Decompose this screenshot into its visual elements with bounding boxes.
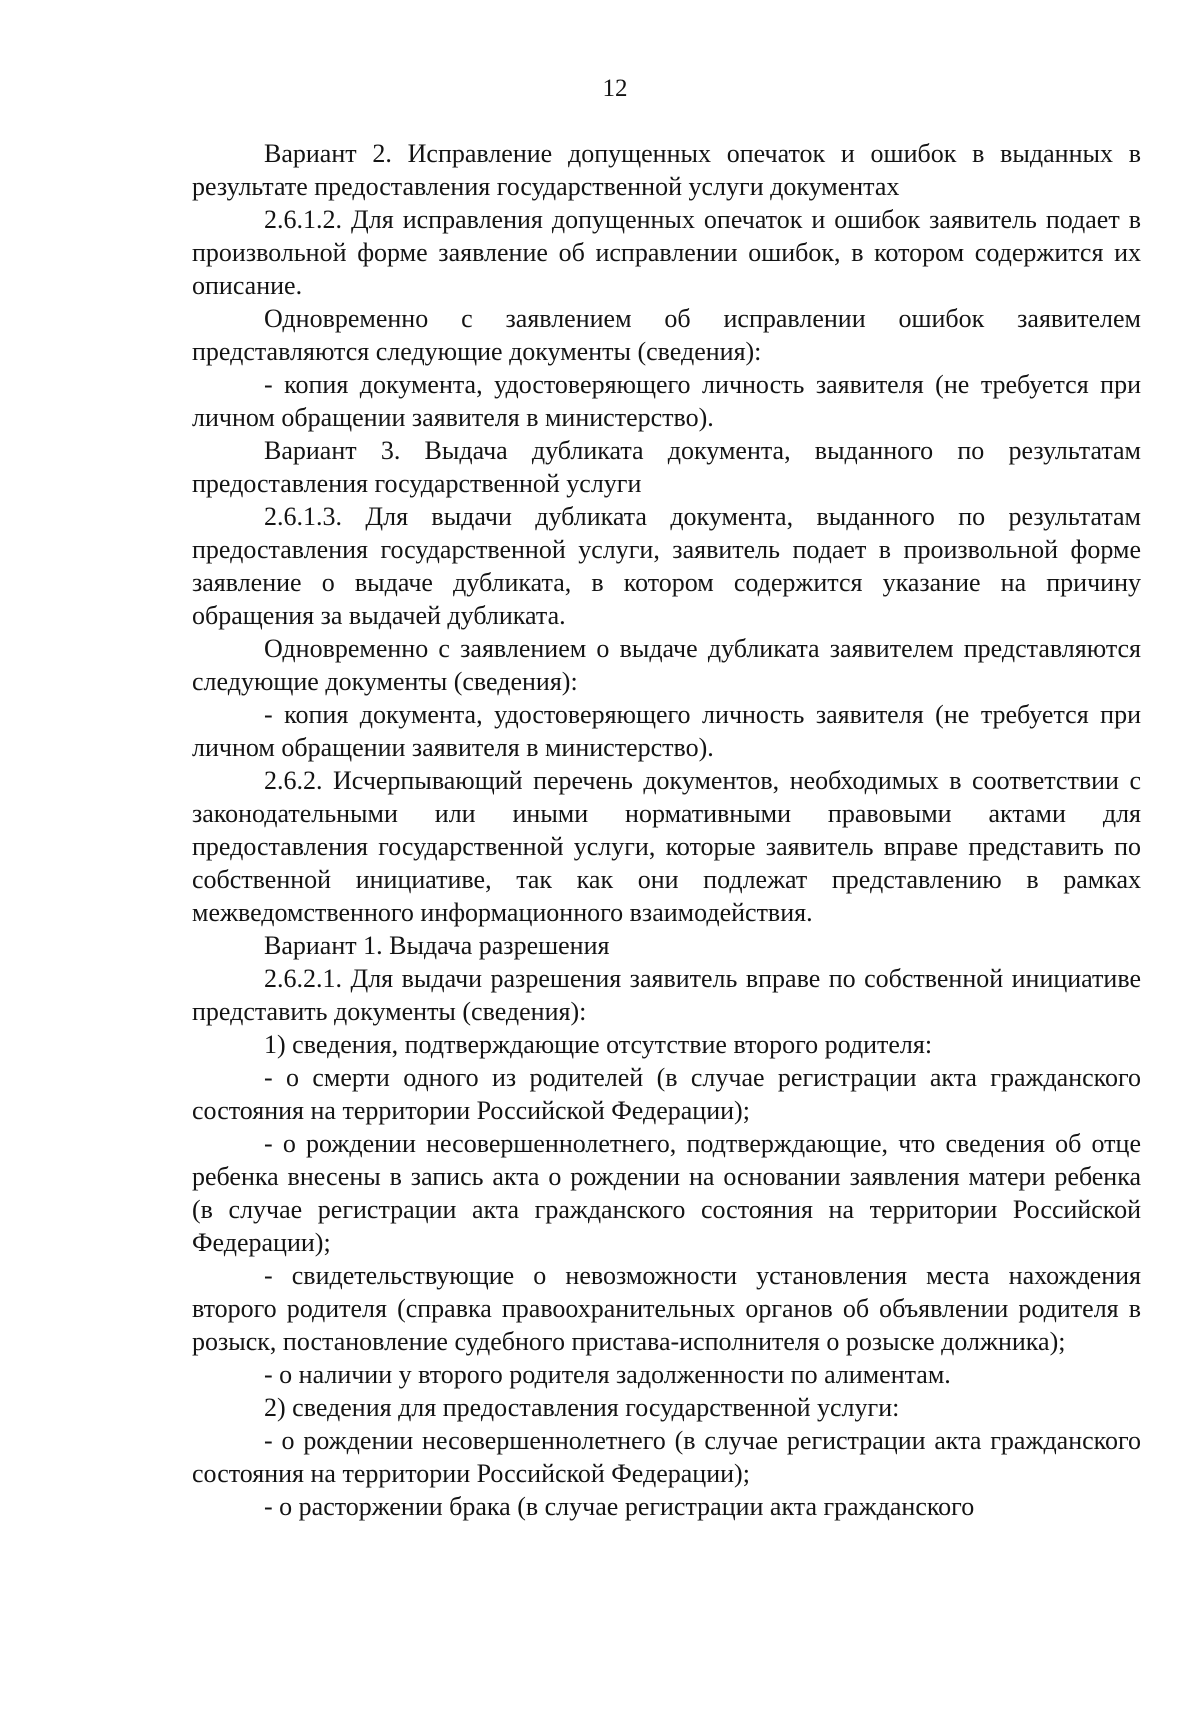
list-item-divorce: - о расторжении брака (в случае регистрации акта гражданского xyxy=(264,1492,975,1521)
list-item-death: - о смерти одного из родителей (в случае регистрации акта гражданского состояния на территории Российской Федерации); xyxy=(192,1063,1141,1125)
list-item-2: 2) сведения для предоставления государственной услуги: xyxy=(264,1393,900,1422)
list-item-birth-minor: - о рождении несовершеннолетнего (в случае регистрации акта гражданского состояния на территории Российской Федерации); xyxy=(192,1426,1141,1488)
paragraph-simultaneous-errors: Одновременно с заявлением об исправлении ошибок заявителем представляются следующие документы (сведения): xyxy=(192,304,1141,366)
paragraph-2-6-1-3: 2.6.1.3. Для выдачи дубликата документа, выданного по результатам предоставления государственной услуги, заявитель подает в произвольной форме заявление о выдаче дубликата, в котором содержится указание на причину обращения за выдачей дубликата. xyxy=(192,502,1141,630)
list-item-birth-father: - о рождении несовершеннолетнего, подтверждающие, что сведения об отце ребенка внесены в запись акта о рождении на основании заявления матери ребенка (в случае регистрации акта гражданского состояния на территории Российской Федерации); xyxy=(192,1129,1141,1257)
list-item-location-unknown: - свидетельствующие о невозможности установления места нахождения второго родителя (справка правоохранительных органов об объявлении родителя в розыск, постановление судебного пристава-исполнителя о розыске должника); xyxy=(192,1261,1141,1356)
page-number: 12 xyxy=(602,75,628,102)
list-item-identity-copy: - копия документа, удостоверяющего личность заявителя (не требуется при личном обращении заявителя в министерство). xyxy=(192,370,1141,432)
variant-2-heading: Вариант 2. Исправление допущенных опечаток и ошибок в выданных в результате предоставления государственной услуги документах xyxy=(192,139,1141,201)
variant-3-heading: Вариант 3. Выдача дубликата документа, выданного по результатам предоставления государственной услуги xyxy=(192,436,1141,498)
paragraph-2-6-2: 2.6.2. Исчерпывающий перечень документов, необходимых в соответствии с законодательными или иными нормативными правовыми актами для предоставления государственной услуги, которые заявитель вправе представить по собственной инициативе, так как они подлежат представлению в рамках межведомственного информационного взаимодействия. xyxy=(192,766,1141,927)
paragraph-2-6-1-2: 2.6.1.2. Для исправления допущенных опечаток и ошибок заявитель подает в произвольной форме заявление об исправлении ошибок, в котором содержится их описание. xyxy=(192,205,1141,300)
list-item-identity-copy: - копия документа, удостоверяющего личность заявителя (не требуется при личном обращении заявителя в министерство). xyxy=(192,700,1141,762)
variant-1-heading: Вариант 1. Выдача разрешения xyxy=(264,931,610,960)
document-body xyxy=(192,137,1141,1523)
paragraph-2-6-2-1: 2.6.2.1. Для выдачи разрешения заявитель вправе по собственной инициативе представить документы (сведения): xyxy=(192,964,1141,1026)
list-item-1: 1) сведения, подтверждающие отсутствие второго родителя: xyxy=(264,1030,933,1059)
paragraph-simultaneous-duplicate: Одновременно с заявлением о выдаче дубликата заявителем представляются следующие документы (сведения): xyxy=(192,634,1141,696)
list-item-alimony: - о наличии у второго родителя задолженности по алиментам. xyxy=(264,1360,951,1389)
